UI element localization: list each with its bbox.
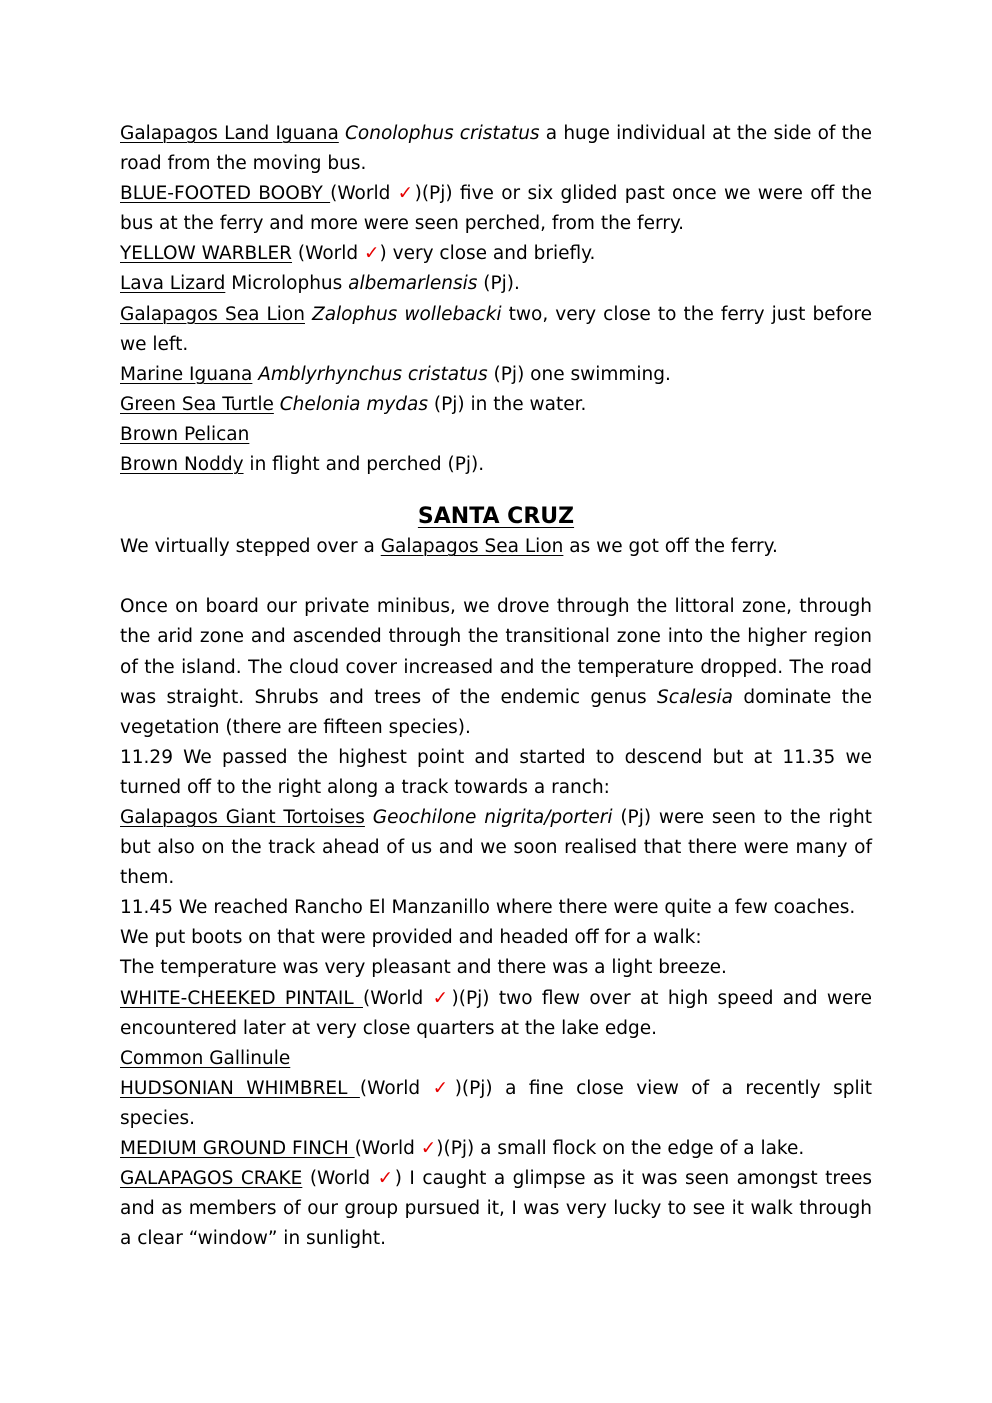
species-name: Common Gallinule	[120, 1047, 291, 1069]
ferry-paragraph	[120, 532, 872, 562]
entry-galapagos-crake	[120, 1164, 872, 1254]
species-name: Lava Lizard	[120, 273, 226, 295]
entry-white-cheeked-pintail	[120, 984, 872, 1044]
entry-common-gallinule	[120, 1044, 872, 1074]
boots-paragraph: We put boots on that were provided and headed off for a walk:	[120, 927, 702, 949]
entry-giant-tortoises	[120, 803, 872, 893]
entry-land-iguana	[120, 119, 872, 179]
entry-text: (Pj).	[477, 273, 520, 295]
species-name: WHITE-CHEEKED PINTAIL	[120, 987, 363, 1009]
entry-green-sea-turtle	[120, 390, 872, 420]
species-name: HUDSONIAN WHIMBREL	[120, 1077, 360, 1099]
species-name: Brown Pelican	[120, 423, 250, 445]
species-name: Marine Iguana	[120, 363, 253, 385]
entry-text: (Pj) one swimming.	[487, 363, 671, 385]
entry-text: )(Pj) a fine close view of a recently split species.	[120, 1077, 872, 1129]
paragraph-text: as we got off the ferry.	[563, 536, 778, 558]
world-open: (World	[292, 243, 365, 265]
section-heading: SANTA CRUZ	[417, 504, 575, 530]
entry-yellow-warbler	[120, 239, 872, 269]
species-name: Brown Noddy	[120, 454, 244, 476]
scientific-name: Chelonia mydas	[279, 393, 429, 415]
scientific-name: Amblyrhynchus cristatus	[258, 363, 488, 385]
entry-text: (Pj) in the water.	[428, 393, 587, 415]
paragraph-text: Once on board our private minibus, we drove through the littoral zone, through the arid zone and ascended through the transitional zone into the higher region of the island. The cloud cover increased and the temperature dropped. The road was straight. Shrubs and trees of the endemic genus	[120, 596, 872, 708]
scientific-name: Geochilone nigrita/porteri	[372, 806, 613, 828]
rancho-paragraph: 11.45 We reached Rancho El Manzanillo where there were quite a few coaches.	[120, 897, 856, 919]
species-name: Galapagos Giant Tortoises	[120, 806, 365, 828]
paragraph-text: dominate the vegetation (there are fifteen species).	[120, 686, 873, 738]
entry-blue-footed-booby	[120, 179, 872, 239]
document-page	[120, 119, 872, 1254]
species-name: BLUE-FOOTED BOOBY	[120, 183, 331, 205]
entry-text: )(Pj) five or six glided past once we were off the bus at the ferry and more were seen perched, from the ferry.	[120, 183, 872, 235]
entry-brown-pelican	[120, 420, 872, 450]
world-open: (World	[359, 1077, 433, 1099]
entry-medium-ground-finch	[120, 1134, 872, 1164]
entry-text: (Pj) were seen to the right but also on the track ahead of us and we soon realised that there were many of them.	[120, 806, 872, 889]
entry-text: )(Pj) two flew over at high speed and were encountered later at very close quarters at the lake edge.	[120, 987, 872, 1039]
species-name: Green Sea Turtle	[120, 393, 274, 415]
species-name: GALAPAGOS CRAKE	[120, 1168, 303, 1190]
species-name: MEDIUM GROUND FINCH	[120, 1138, 355, 1159]
entry-text: two, very close to the ferry just before we left.	[120, 303, 872, 355]
paragraph-text: We virtually stepped over a	[120, 536, 381, 558]
entry-text: in flight and perched (Pj).	[243, 454, 485, 476]
genus-text: Microlophus	[225, 273, 349, 295]
entry-text: a huge individual at the side of the road from the moving bus.	[120, 123, 872, 175]
scientific-name: Zalophus wollebacki	[312, 303, 502, 325]
world-open: (World	[302, 1168, 378, 1190]
entry-brown-noddy	[120, 450, 872, 480]
scientific-name: albemarlensis	[348, 273, 478, 295]
entry-hudsonian-whimbrel	[120, 1074, 872, 1134]
entry-text: ) very close and briefly.	[379, 243, 596, 265]
entry-sea-lion	[120, 300, 872, 360]
temperature-paragraph: The temperature was very pleasant and there was a light breeze.	[120, 957, 727, 979]
world-open: (World	[354, 1138, 421, 1159]
tick-icon: ✓	[432, 1077, 455, 1099]
tick-icon: ✓	[377, 1168, 395, 1190]
scientific-name: Conolophus cristatus	[345, 123, 540, 144]
highest-point-paragraph: 11.29 We passed the highest point and started to descend but at 11.35 we turned off to the right along a track towards a ranch:	[120, 746, 872, 798]
tick-icon: ✓	[432, 987, 452, 1009]
species-name: Galapagos Sea Lion	[380, 536, 564, 558]
entry-text: )(Pj) a small flock on the edge of a lake.	[436, 1138, 805, 1159]
world-open: (World	[330, 183, 398, 205]
world-open: (World	[363, 987, 433, 1009]
species-name: Galapagos Sea Lion	[120, 303, 305, 325]
tick-icon: ✓	[397, 183, 415, 205]
paragraph-gap	[120, 562, 872, 592]
entry-marine-iguana	[120, 360, 872, 390]
species-name: Galapagos Land Iguana	[120, 123, 339, 144]
species-name: YELLOW WARBLER	[120, 243, 293, 265]
minibus-paragraph	[120, 592, 872, 742]
scientific-name: Scalesia	[657, 686, 733, 708]
tick-icon: ✓	[420, 1138, 437, 1159]
tick-icon: ✓	[364, 243, 380, 265]
entry-lava-lizard	[120, 269, 872, 299]
entry-text: ) I caught a glimpse as it was seen amongst trees and as members of our group pursued it, I was very lucky to see it walk through a clear “window” in sunlight.	[120, 1168, 872, 1250]
